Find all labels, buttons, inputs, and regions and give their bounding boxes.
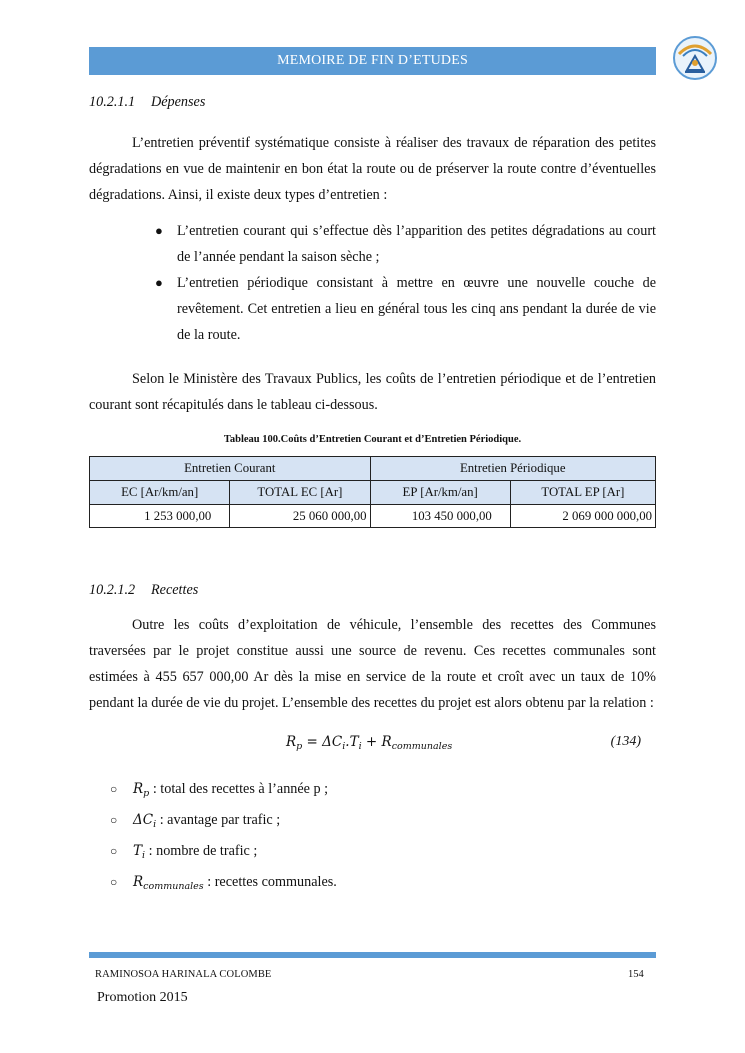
- list-item: ○ $T_i$ : nombre de trafic ;: [133, 838, 656, 869]
- group-header-entretien-periodique: Entretien Périodique: [370, 457, 656, 481]
- header-banner: MEMOIRE DE FIN D’ETUDES: [89, 47, 656, 75]
- paragraph-entretien: L’entretien préventif systématique consiste à réaliser des travaux de réparation des petites dégradations en vue de maintenir en bon état la route ou de préserver la route contre d’éventuelles dégradations. Ainsi, il existe deux types d’entretien :: [89, 135, 656, 203]
- list-item: ○ $R_{communales}$ : recettes communales.: [133, 869, 656, 900]
- section-heading-depenses: [89, 92, 656, 112]
- footer-promotion: Promotion 2015: [97, 990, 188, 1005]
- column-header: TOTAL EP [Ar]: [510, 481, 655, 505]
- table-group-header-row: [90, 457, 656, 481]
- circle-bullet-icon: ○: [110, 782, 118, 796]
- section-title: Dépenses: [151, 94, 206, 110]
- definition-list: [89, 776, 656, 900]
- circle-bullet-icon: ○: [110, 844, 118, 858]
- equation-number: (134): [610, 734, 641, 749]
- formula-134: [89, 734, 656, 764]
- list-item: ○ $\Delta C_i$ : avantage par trafic ;: [133, 807, 656, 838]
- circle-bullet-icon: ○: [110, 875, 118, 889]
- column-header: TOTAL EC [Ar]: [230, 481, 370, 505]
- table-caption: Tableau 100.Coûts d’Entretien Courant et d’Entretien Périodique.: [223, 434, 522, 445]
- footer-author: RAMINOSOA HARINALA COLOMBE: [95, 969, 272, 980]
- bullet-icon: ●: [155, 223, 163, 238]
- circle-bullet-icon: ○: [110, 813, 118, 827]
- group-header-entretien-courant: Entretien Courant: [90, 457, 371, 481]
- section-number: 10.2.1.2: [89, 582, 136, 598]
- paragraph-ministere: Selon le Ministère des Travaux Publics, les coûts de l’entretien périodique et de l’entretien courant sont récapitulés dans le tableau ci-dessous.: [89, 371, 656, 413]
- list-item: ○ $R_p$ : total des recettes à l’année p ;: [133, 776, 656, 807]
- section-heading-recettes: [89, 580, 656, 600]
- table-cell: 25 060 000,00: [230, 505, 370, 528]
- section-title: Recettes: [151, 582, 199, 598]
- table-row: [90, 505, 656, 528]
- table-cell: 2 069 000 000,00: [510, 505, 655, 528]
- footer-divider: [89, 952, 656, 958]
- institution-logo-icon: [671, 34, 719, 82]
- main-content: [89, 92, 656, 900]
- list-item: ● L’entretien courant qui s’effectue dès l’apparition des petites dégradations au court de l’année pendant la saison sèche ;: [177, 218, 656, 270]
- bullet-list-entretien-types: [89, 218, 656, 348]
- column-header: EC [Ar/km/an]: [90, 481, 230, 505]
- column-header: EP [Ar/km/an]: [370, 481, 510, 505]
- page-number: 154: [628, 969, 644, 980]
- table-column-header-row: [90, 481, 656, 505]
- paragraph-recettes: Outre les coûts d’exploitation de véhicule, l’ensemble des recettes des Communes traversées par le projet constitue aussi une source de revenu. Ces recettes communales sont estimées à 455 657 000,00 Ar dès la mise en service de la route et croît avec un taux de 10% pendant la durée de vie du projet. L’ensemble des recettes du projet est alors obtenu par la relation :: [89, 617, 656, 711]
- formula-expression: $R_p = \Delta C_i.T_i + R_{communales}$: [286, 734, 453, 752]
- maintenance-costs-table: [89, 456, 656, 528]
- bullet-icon: ●: [155, 275, 163, 290]
- section-number: 10.2.1.1: [89, 94, 136, 110]
- list-item: ● L’entretien périodique consistant à mettre en œuvre une nouvelle couche de revêtement. Cet entretien a lieu en général tous les cinq ans pendant la durée de vie de la route.: [177, 270, 656, 348]
- table-cell: 103 450 000,00: [370, 505, 510, 528]
- table-cell: 1 253 000,00: [90, 505, 230, 528]
